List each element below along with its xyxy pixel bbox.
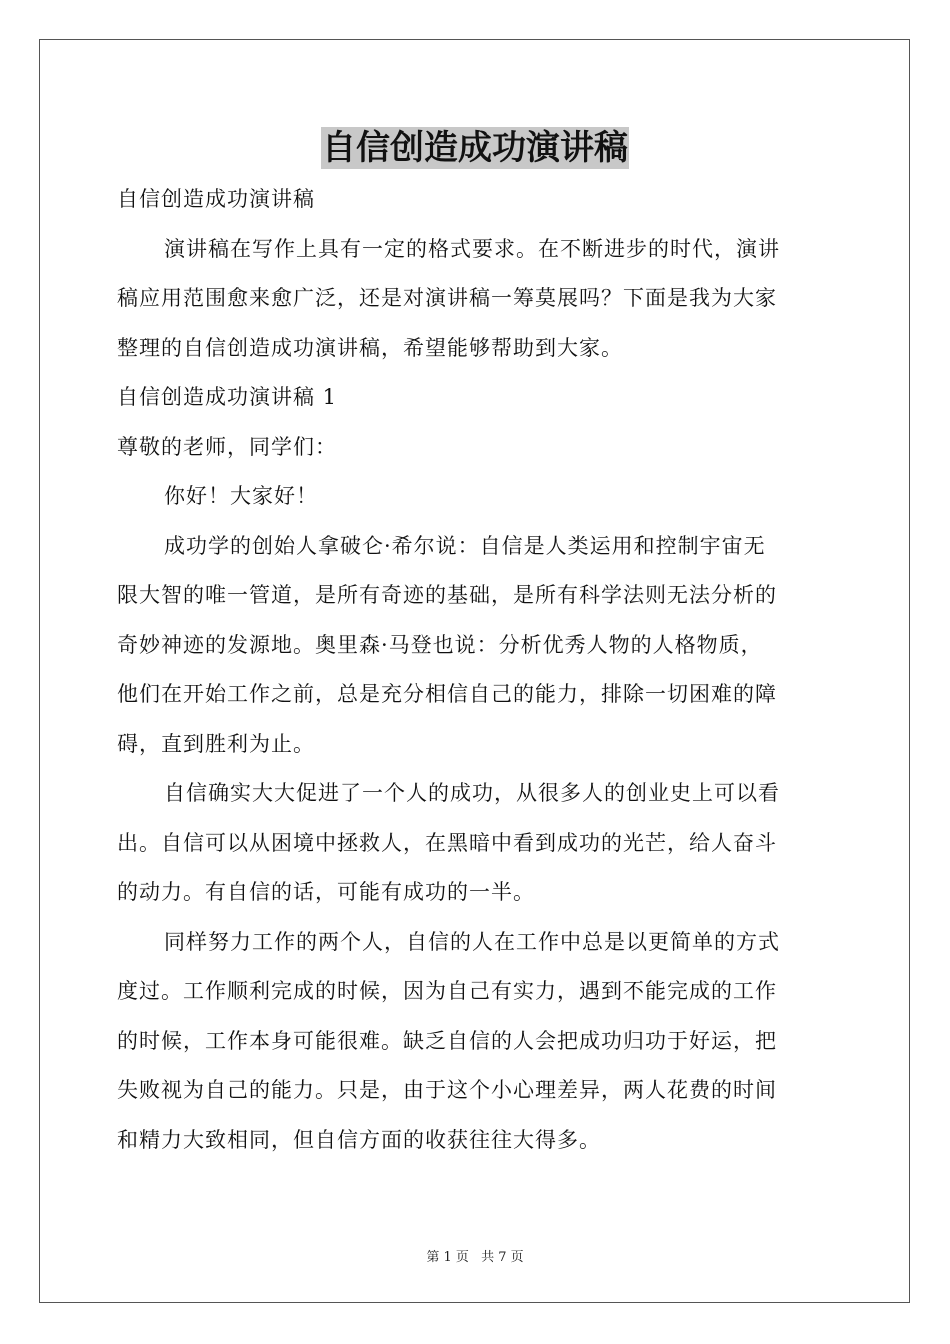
paragraph-line: 同样努力工作的两个人，自信的人在工作中总是以更简单的方式	[164, 929, 780, 954]
paragraph-line: 出。自信可以从困境中拯救人，在黑暗中看到成功的光芒，给人奋斗	[117, 830, 777, 855]
document-title: 自信创造成功演讲稿	[322, 128, 628, 168]
paragraph-line: 成功学的创始人拿破仑·希尔说：自信是人类运用和控制宇宙无	[164, 533, 766, 558]
greeting-line: 你好！大家好！	[164, 484, 318, 508]
paragraph-line: 失败视为自己的能力。只是，由于这个小心理差异，两人花费的时间	[117, 1078, 777, 1102]
paragraph-line: 的动力。有自信的话，可能有成功的一半。	[117, 880, 535, 904]
page-footer	[0, 1246, 950, 1265]
paragraph-line: 整理的自信创造成功演讲稿，希望能够帮助到大家。	[117, 335, 623, 360]
paragraph-line: 演讲稿在写作上具有一定的格式要求。在不断进步的时代，演讲	[164, 236, 780, 261]
subtitle-line: 自信创造成功演讲稿	[117, 187, 315, 211]
paragraph-line: 度过。工作顺利完成的时候，因为自己有实力，遇到不能完成的工作	[117, 979, 777, 1003]
paragraph-line: 限大智的唯一管道，是所有奇迹的基础，是所有科学法则无法分析的	[117, 583, 777, 607]
salutation-line: 尊敬的老师，同学们：	[117, 434, 337, 459]
paragraph-line: 自信确实大大促进了一个人的成功，从很多人的创业史上可以看	[164, 781, 780, 805]
paragraph-line: 他们在开始工作之前，总是充分相信自己的能力，排除一切困难的障	[117, 682, 777, 706]
paragraph-line: 和精力大致相同，但自信方面的收获往往大得多。	[117, 1127, 601, 1152]
paragraph-line: 的时候，工作本身可能很难。缺乏自信的人会把成功归功于好运，把	[117, 1028, 777, 1053]
section-heading: 自信创造成功演讲稿 1	[117, 385, 338, 409]
title-container	[0, 127, 950, 169]
paragraph-line: 奇妙神迹的发源地。奥里森·马登也说：分析优秀人物的人格物质，	[117, 632, 763, 657]
document-body	[117, 175, 837, 1165]
paragraph-line: 碍，直到胜利为止。	[117, 731, 315, 756]
paragraph-line: 稿应用范围愈来愈广泛，还是对演讲稿一筹莫展吗？下面是我为大家	[117, 286, 777, 310]
page-total: 共 7 页	[481, 1250, 524, 1265]
page-number: 第 1 页	[426, 1250, 469, 1265]
